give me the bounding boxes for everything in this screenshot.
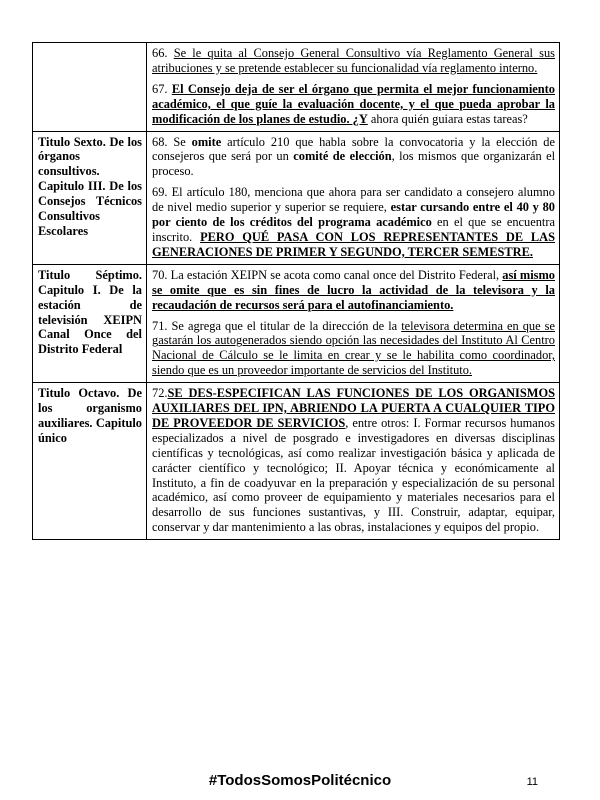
table-row (33, 131, 560, 264)
section-title-cell: Titulo Séptimo. Capitulo I. De la estación de televisión XEIPN Canal Once del Distrito Federal (33, 264, 147, 382)
table-row (33, 43, 560, 132)
text-segment: , los mismos que organizarán el proceso. (152, 149, 556, 179)
text-segment: 69. El artículo 180, menciona que ahora para ser candidato a consejero alumno de nivel medio superior y superior se requiere, (152, 185, 555, 215)
section-title-cell (33, 43, 147, 132)
text-segment: omite (191, 134, 222, 149)
item-paragraph (152, 386, 555, 535)
section-title-cell: Titulo Sexto. De los órganos consultivos. Capitulo III. De los Consejos Técnicos Consultivos Escolares (33, 131, 147, 264)
item-paragraph (152, 319, 555, 379)
table-row (33, 264, 560, 382)
section-title-cell: Titulo Octavo. De los organismo auxiliares. Capitulo único (33, 383, 147, 540)
text-segment: televisora determina en que se gastarán los autogenerados siendo opción las necesidades del Instituto Al Centro Nacional de Cálculo se le limita en crear y se le habilita como coordinador, siendo que es un proveedor importante de servicios del Instituto. (152, 318, 555, 378)
content-cell (147, 43, 560, 132)
text-segment: 68. Se (152, 134, 192, 149)
text-segment: 71. Se agrega que el titular de la dirección de la (152, 318, 402, 333)
item-paragraph (152, 46, 555, 76)
text-segment: en el que se encuentra inscrito. (152, 215, 555, 244)
text-segment: PERO QUÉ PASA CON LOS REPRESENTANTES DE LAS GENERACIONES DE PRIMER Y SEGUNDO, TERCER SEMESTRE. (152, 229, 555, 259)
text-segment: El Consejo deja de ser el órgano que permita el mejor funcionamiento académico, el que guíe la evaluación docente, y el que pueda aprobar la modificación de los planes de estudio. ¿Y (152, 81, 555, 126)
text-segment: , entre otros: I. Formar recursos humanos especializados a nivel de posgrado e investigadores en diversas disciplinas científicas y tecnológicas, así como realizar investigación básica y aplicada de carácter científico y tecnológico; II. Apoyar técnica y económicamente al Instituto, a fin de coadyuvar en la preparación y especialización de su personal académico, así como proveer de equipamiento y materiales necesarios para el desarrollo de sus funciones sustantivas, y III. Construir, adaptar, equipar, conservar y dar mantenimiento a las obras, instalaciones y equipos del propio. (152, 415, 555, 535)
text-segment: 67. (152, 81, 172, 96)
text-segment: Se le quita al Consejo General Consultivo vía Reglamento General sus atribuciones y se pretende establecer su funcionalidad vía reglamento interno. (152, 46, 555, 75)
page-number: 11 (526, 776, 538, 788)
content-cell (147, 383, 560, 540)
document-table-body (33, 43, 560, 540)
text-segment: 66. (152, 46, 174, 60)
footer-hashtag: #TodosSomosPolitécnico (208, 772, 392, 789)
text-segment: 72. (152, 386, 168, 401)
text-segment: 70. La estación XEIPN se acota como canal once del Distrito Federal, (152, 267, 503, 282)
document-table (32, 42, 560, 540)
text-segment: SE DES-ESPECIFICAN LAS FUNCIONES DE LOS ORGANISMOS AUXILIARES DEL IPN, ABRIENDO LA PUERTA A CUALQUIER TIPO DE PROVEEDOR DE SERVICIOS (152, 386, 555, 430)
item-paragraph (152, 82, 555, 127)
text-segment: estar cursando entre el 40 y 80 por ciento de los créditos del programa académico (152, 200, 555, 230)
text-segment: comité de elección (293, 149, 392, 164)
item-paragraph (152, 135, 555, 180)
content-cell (147, 131, 560, 264)
item-paragraph (152, 185, 555, 260)
text-segment: artículo 210 que habla sobre la convocatoria y la elección de consejeros que será por un (152, 134, 555, 164)
text-segment: ahora quién guiara estas tareas? (367, 111, 528, 126)
text-segment: así mismo se omite que es sin fines de lucro la actividad de la televisora y la recaudación de recursos será para el autofinanciamiento. (152, 267, 555, 312)
item-paragraph (152, 268, 555, 313)
table-row (33, 383, 560, 540)
content-cell (147, 264, 560, 382)
